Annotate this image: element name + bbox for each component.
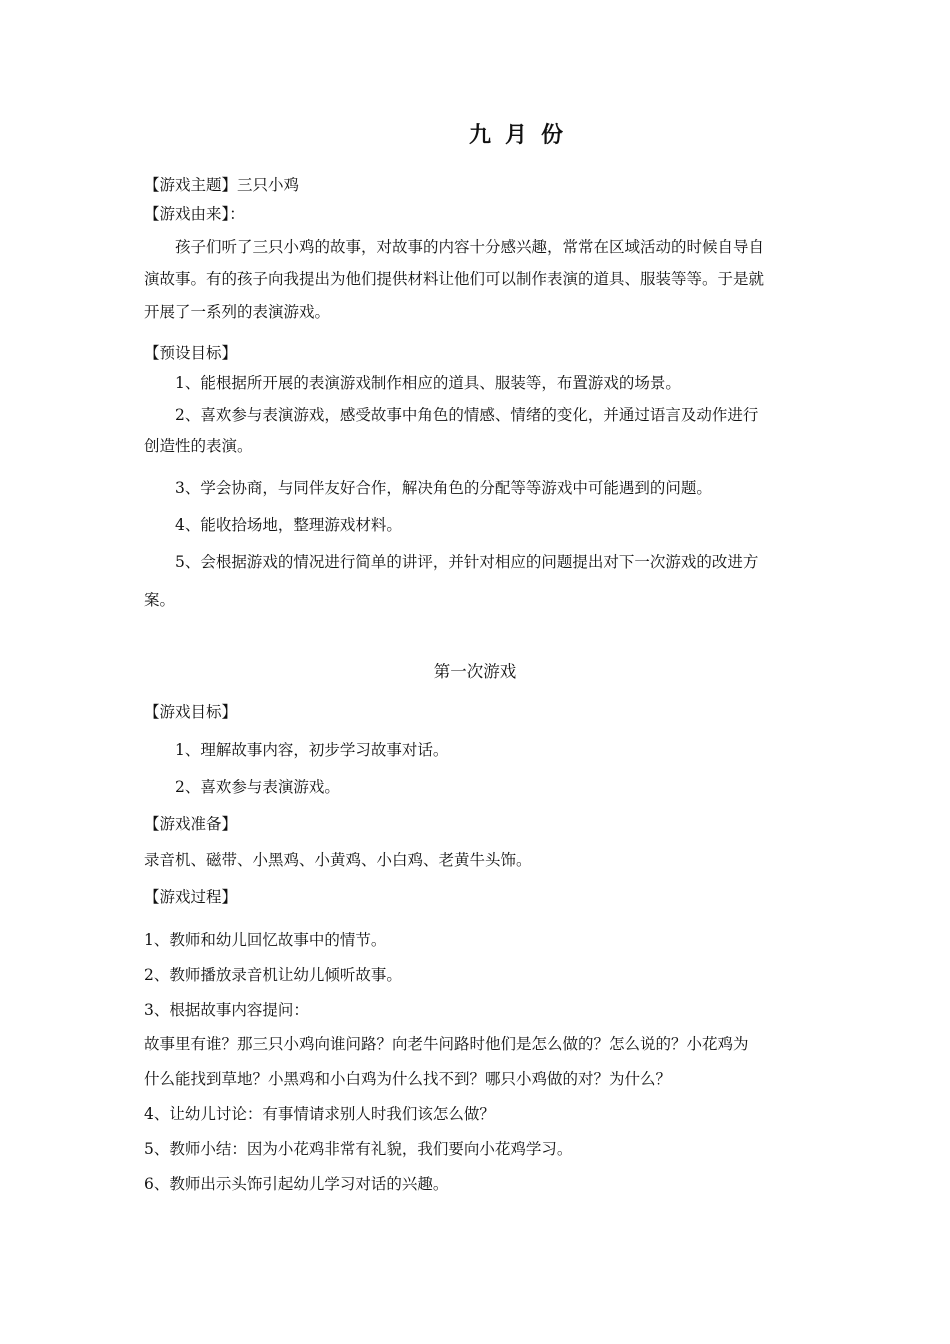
theme-line: 【游戏主题】三只小鸡	[144, 176, 300, 194]
game-goal-item: 1、理解故事内容，初步学习故事对话。	[175, 741, 449, 759]
page-title: 九月份	[468, 122, 577, 148]
origin-paragraph-line: 开展了一系列的表演游戏。	[144, 303, 331, 321]
game-goals-heading: 【游戏目标】	[144, 703, 238, 721]
origin-heading: 【游戏由来】：	[144, 205, 245, 223]
process-question-line: 什么能找到草地？小黑鸡和小白鸡为什么找不到？哪只小鸡做的对？为什么？	[144, 1070, 672, 1088]
section-subtitle: 第一次游戏	[433, 662, 517, 681]
preset-goal-item: 4、能收拾场地，整理游戏材料。	[175, 516, 402, 534]
process-step: 3、根据故事内容提问：	[144, 1001, 309, 1019]
process-step: 6、教师出示头饰引起幼儿学习对话的兴趣。	[144, 1175, 449, 1193]
process-step: 2、教师播放录音机让幼儿倾听故事。	[144, 966, 402, 984]
game-prep-text: 录音机、磁带、小黑鸡、小黄鸡、小白鸡、老黄牛头饰。	[144, 851, 532, 869]
process-step: 5、教师小结：因为小花鸡非常有礼貌，我们要向小花鸡学习。	[144, 1140, 573, 1158]
preset-goal-item-continued: 案。	[144, 591, 176, 609]
origin-paragraph-line: 演故事。有的孩子向我提出为他们提供材料让他们可以制作表演的道具、服装等等。于是就	[144, 270, 765, 288]
origin-paragraph-line: 孩子们听了三只小鸡的故事，对故事的内容十分感兴趣，常常在区域活动的时候自导自	[175, 238, 765, 256]
process-step: 1、教师和幼儿回忆故事中的情节。	[144, 931, 387, 949]
preset-goal-item: 1、能根据所开展的表演游戏制作相应的道具、服装等，布置游戏的场景。	[175, 374, 681, 392]
process-question-line: 故事里有谁？那三只小鸡向谁问路？向老牛问路时他们是怎么做的？怎么说的？小花鸡为	[144, 1035, 749, 1053]
preset-goal-item-continued: 创造性的表演。	[144, 437, 253, 455]
game-process-heading: 【游戏过程】	[144, 888, 238, 906]
preset-goal-item: 5、会根据游戏的情况进行简单的讲评，并针对相应的问题提出对下一次游戏的改进方	[175, 553, 759, 571]
preset-goal-item: 2、喜欢参与表演游戏，感受故事中角色的情感、情绪的变化，并通过语言及动作进行	[175, 406, 759, 424]
game-prep-heading: 【游戏准备】	[144, 815, 238, 833]
preset-goal-item: 3、学会协商，与同伴友好合作，解决角色的分配等等游戏中可能遇到的问题。	[175, 479, 712, 497]
game-goal-item: 2、喜欢参与表演游戏。	[175, 778, 340, 796]
preset-goals-heading: 【预设目标】	[144, 344, 238, 362]
process-step: 4、让幼儿讨论：有事情请求别人时我们该怎么做？	[144, 1105, 495, 1123]
